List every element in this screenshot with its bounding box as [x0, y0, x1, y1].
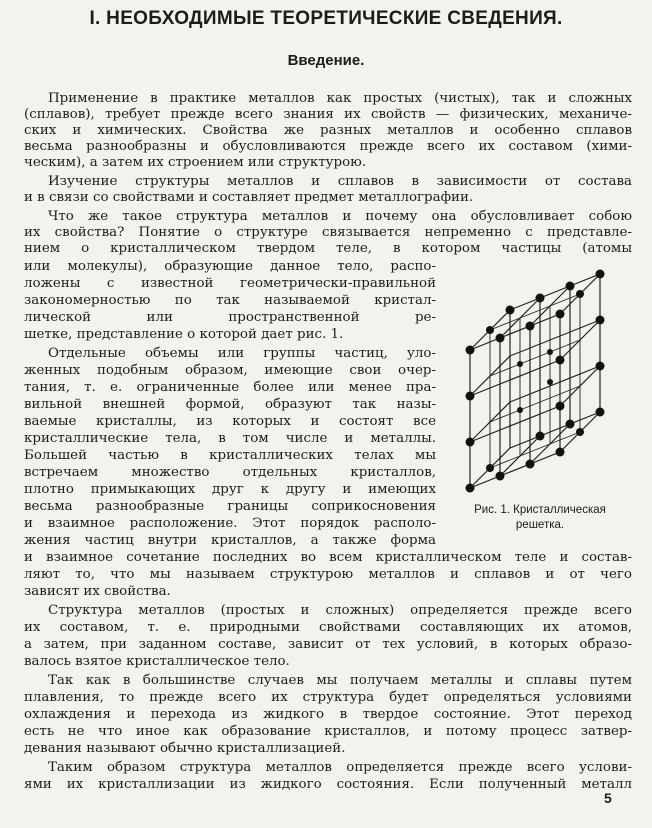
text-line: валось взятое кристаллическое тело. [24, 654, 290, 669]
text-line: Отдельные объемы или группы частиц, уло- [48, 346, 436, 361]
text-line: охлаждения и перехода из жидкого в твердое состояние. Этот переход [24, 707, 632, 722]
text-line: Применение в практике металлов как простых (чистых), так и сложных [48, 91, 632, 106]
text-line: Так как в большинстве случаев мы получаем металлы и сплавы путем [48, 673, 632, 688]
text-line: девания называют обычно кристаллизацией. [24, 741, 346, 756]
chapter-title: I. НЕОБХОДИМЫЕ ТЕОРЕТИЧЕСКИЕ СВЕДЕНИЯ. [89, 8, 563, 29]
text-line: зависят их свойства. [24, 584, 171, 599]
text-line: есть не что иное как образование кристаллов, и потому процесс затвер- [24, 724, 632, 739]
text-line: Изучение структуры металлов и сплавов в зависимости от состава [48, 174, 632, 189]
text-line: ских и химических. Свойства же разных металлов и особенно сплавов [24, 123, 632, 138]
text-line: лической или пространственной ре- [24, 310, 436, 325]
text-line: шетке, представление о которой дает рис. 1. [24, 327, 344, 342]
crystal-lattice-figure [450, 262, 630, 532]
text-line: или молекулы), образующие данное тело, распо- [24, 259, 436, 274]
text-line: тания, т. е. ограниченные более или менее пра- [24, 380, 436, 395]
text-line: ложены с известной геометрически-правильной [24, 276, 436, 291]
crystal-lattice-illustration [450, 262, 630, 502]
figure-caption-line: решетка. [515, 519, 565, 531]
section-title: Введение. [287, 52, 365, 69]
text-line: жения частиц внутри кристаллов, а также форма [24, 533, 436, 548]
text-line: кристаллические тела, в том числе и металлы. [24, 431, 436, 446]
figure-caption-line: Рис. 1. Кристаллическая [474, 504, 606, 516]
text-line: закономерностью по так называемой кристал- [24, 293, 436, 308]
text-line: Что же такое структура металлов и почему она обусловливает собою [48, 209, 632, 224]
text-line: плавления, то прежде всего их структура будет определяться условиями [24, 690, 632, 705]
text-line: ваемые кристаллы, из которых и состоят все [24, 414, 436, 429]
text-line: их составом, т. е. природными свойствами составляющих их атомов, [24, 620, 632, 635]
text-line: вильной внешней формой, образуют так назы- [24, 397, 436, 412]
text-line: нием о кристаллическом твердом теле, в котором частицы (атомы [24, 241, 632, 256]
text-line: а затем, при заданном составе, зависит от тех условий, в которых образо- [24, 637, 632, 652]
text-line: и взаимное расположение. Этот порядок располо- [24, 516, 436, 531]
text-line: Большей частью в кристаллических телах мы [24, 448, 436, 463]
text-line: и взаимное сочетание последних во всем кристаллическом теле и состав- [24, 550, 632, 565]
text-line: ческим), а затем их строением или структурою. [24, 155, 367, 170]
text-line: ями их кристаллизации из жидкого состояния. Если полученный металл [24, 777, 632, 792]
text-line: Таким образом структура металлов определяется прежде всего услови- [48, 760, 632, 775]
figure-caption [450, 503, 630, 533]
text-line: встречаем множество отдельных кристаллов, [24, 465, 436, 480]
text-line: ляют то, что мы называем структурою металлов и сплавов и от чего [24, 567, 632, 582]
text-line: их свойства? Понятие о структуре связывается непременно с представле- [24, 225, 632, 240]
text-line: и в связи со свойствами и составляет предмет металлографии. [24, 190, 474, 205]
page-number: 5 [604, 790, 612, 806]
text-line: плотно примыкающих друг к другу и имеющих [24, 482, 436, 497]
text-line: женных подобным образом, имеющие свои очер- [24, 363, 436, 378]
text-line: весьма разнообразные границы соприкосновения [24, 499, 436, 514]
text-line: (сплавов), требует прежде всего знания их свойств — физических, механиче- [24, 107, 632, 122]
text-line: Структура металлов (простых и сложных) определяется прежде всего [48, 603, 632, 618]
text-line: весьма разнообразны и обусловливаются прежде всего их составом (хими- [24, 139, 632, 154]
